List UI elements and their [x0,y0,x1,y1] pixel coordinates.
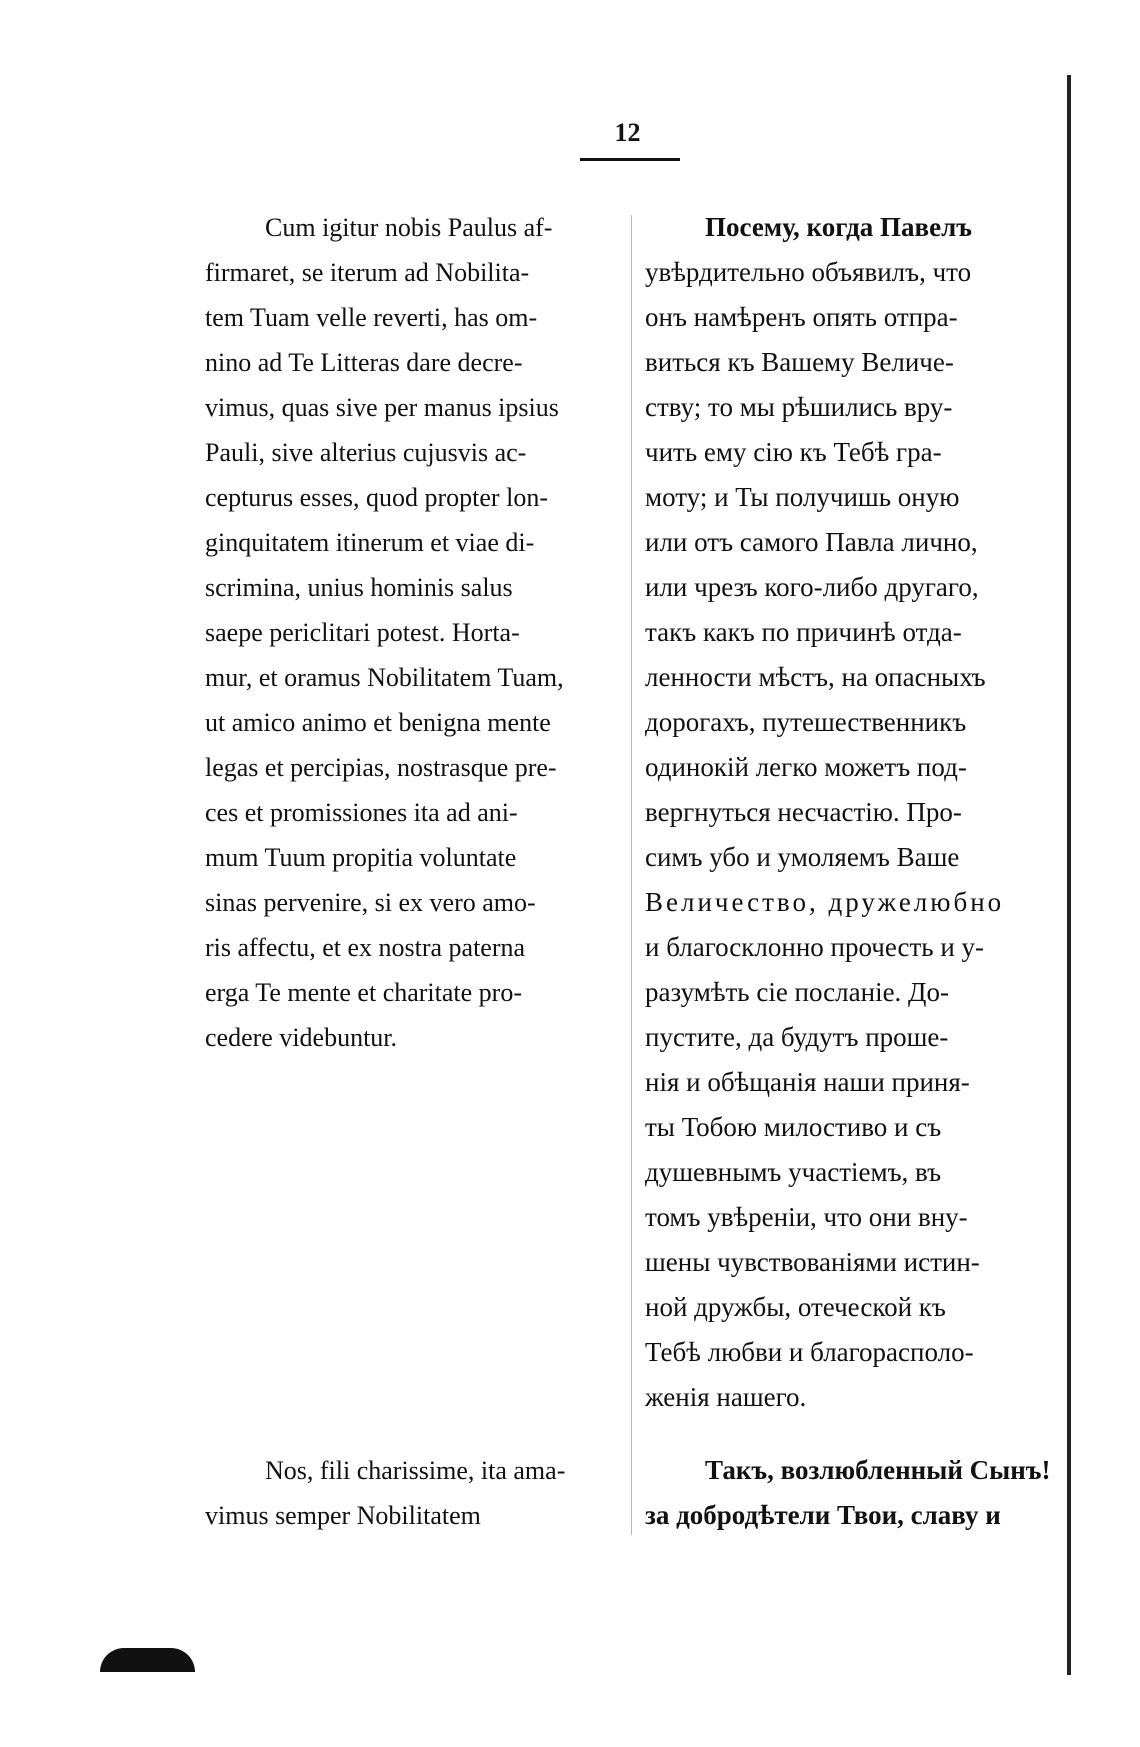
russian-line: нія и обѣщанія наши приня- [645,1067,970,1097]
latin-line: scrimina, unius hominis salus [205,573,513,602]
latin-closing-paragraph [205,1448,605,1538]
page-number: 12 [614,118,641,147]
latin-line: ris affectu, et ex nostra paterna [205,933,526,962]
latin-line: saepe periclitari potest. Horta- [205,618,520,647]
latin-line: ut amico animo et benigna mente [205,708,551,737]
russian-line: томъ увѣреніи, что они вну- [645,1202,968,1232]
russian-line: такъ какъ по причинѣ отда- [645,617,962,647]
russian-line: вергнуться несчастію. Про- [645,797,962,827]
latin-line: Pauli, sive alterius cujusvis ac- [205,438,527,467]
russian-line: моту; и Ты получишь оную [645,482,960,512]
latin-line: firmaret, se iterum ad Nobilita- [205,258,530,287]
russian-line: увѣрдительно объявилъ, что [645,257,972,287]
russian-line: одинокій легко можетъ под- [645,752,967,782]
russian-line: Такъ, возлюбленный Сынъ! [705,1455,1051,1485]
russian-line: Величество, дружелюбно [645,887,1005,917]
latin-line: cedere videbuntur. [205,1023,398,1052]
russian-line: ной дружбы, отеческой къ [645,1292,946,1322]
latin-line: cepturus esses, quod propter lon- [205,483,548,512]
russian-column [645,205,1045,1420]
russian-line: и благосклонно прочесть и у- [645,932,985,962]
page-number-rule [580,158,680,161]
russian-line: женія нашего. [645,1382,807,1412]
column-divider [631,215,632,1535]
russian-line: ленности мѣстъ, на опасныхъ [645,662,986,692]
latin-line: Cum igitur nobis Paulus af- [265,213,553,242]
latin-line: vimus, quas sive per manus ipsius [205,393,559,422]
russian-line: Посему, когда Павелъ [705,212,972,242]
russian-line: Тебѣ любви и благорасполо- [645,1337,974,1367]
russian-line: душевнымъ участіемъ, въ [645,1157,942,1187]
page-edge-line [1067,75,1071,1675]
russian-line: разумѣть сіе посланіе. До- [645,977,949,1007]
russian-line: симъ убо и умоляемъ Ваше [645,842,960,872]
latin-line: sinas pervenire, si ex vero amo- [205,888,536,917]
russian-line: дорогахъ, путешественникъ [645,707,967,737]
russian-line: чить ему сію къ Тебѣ гра- [645,437,942,467]
ink-smudge [100,1648,195,1672]
russian-line: за добродѣтели Твои, славу и [645,1500,1001,1530]
russian-closing-paragraph [645,1448,1051,1538]
latin-line: tem Tuam velle reverti, has om- [205,303,538,332]
latin-line: nino ad Te Litteras dare decre- [205,348,523,377]
russian-line: пустите, да будутъ проше- [645,1022,949,1052]
latin-line: erga Te mente et charitate pro- [205,978,523,1007]
russian-line: онъ намѣренъ опять отпра- [645,302,958,332]
latin-column [205,205,605,1060]
russian-line: шены чувствованіями истин- [645,1247,980,1277]
latin-line: ces et promissiones ita ad ani- [205,798,518,827]
latin-line: mur, et oramus Nobilitatem Tuam, [205,663,564,692]
russian-line: или отъ самого Павла лично, [645,527,978,557]
latin-line: legas et percipias, nostrasque pre- [205,753,557,782]
latin-line: mum Tuum propitia voluntate [205,843,517,872]
russian-line: ты Тобою милостиво и съ [645,1112,942,1142]
russian-line: ству; то мы рѣшились вру- [645,392,953,422]
latin-line: vimus semper Nobilitatem [205,1501,481,1530]
latin-line: ginquitatem itinerum et viae di- [205,528,535,557]
russian-line: или чрезъ кого-либо другаго, [645,572,979,602]
latin-line: Nos, fili charissime, ita ama- [265,1456,566,1485]
russian-line: виться къ Вашему Величе- [645,347,954,377]
